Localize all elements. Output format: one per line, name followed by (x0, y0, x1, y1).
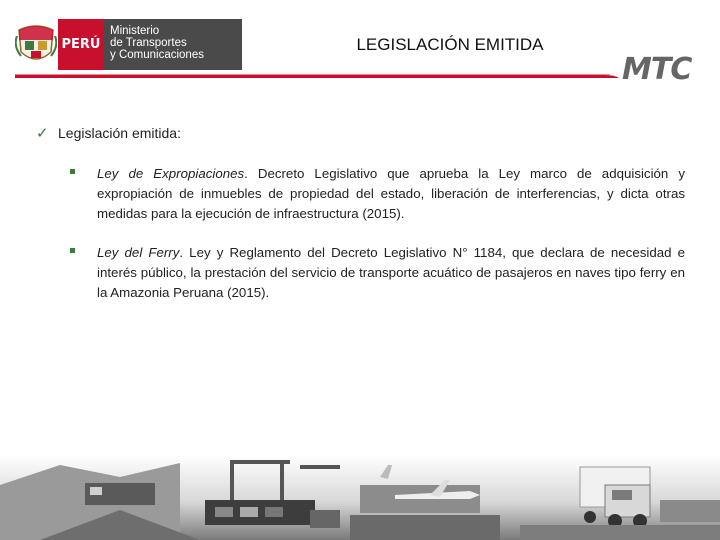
square-bullet-icon (70, 164, 97, 224)
coat-of-arms-icon (15, 20, 57, 68)
logo-line-3: y Comunicaciones (110, 49, 204, 61)
slide-header (0, 0, 720, 90)
list-item (70, 164, 685, 224)
mtc-brand: MTC (622, 52, 692, 87)
list-item-text (97, 243, 685, 303)
slide-title: LEGISLACIÓN EMITIDA (356, 35, 544, 54)
header-red-divider (15, 72, 620, 80)
law-description: . Decreto Legislativo que aprueba la Ley marco de adquisición y expropiación de inmuebles de propiedad del estado, liberación de interferencias, y dicta otras medidas para la ejecución de infraestructura (2015). (97, 166, 685, 221)
logo-line-2: de Transportes (110, 37, 187, 49)
list-item (70, 243, 685, 303)
section-heading-row (36, 124, 181, 142)
law-title: Ley de Expropiaciones (97, 166, 245, 181)
legislation-list (70, 164, 685, 322)
section-heading: Legislación emitida: (58, 125, 181, 141)
logo-ministry-name (104, 19, 242, 70)
checkmark-icon: ✓ (36, 124, 49, 142)
law-description: . Ley y Reglamento del Decreto Legislativo N° 1184, que declara de necesidad e interés público, la prestación del servicio de transporte acuático de pasajeros en naves tipo ferry en la Amazonia Peruana (2015). (97, 245, 685, 300)
transport-photo-strip (0, 455, 720, 540)
law-title: Ley del Ferry (97, 245, 180, 260)
square-bullet-icon (70, 243, 97, 303)
ministry-logo (58, 19, 242, 70)
list-item-text (97, 164, 685, 224)
logo-line-1: Ministerio (110, 25, 160, 37)
logo-country: PERÚ (58, 19, 104, 70)
